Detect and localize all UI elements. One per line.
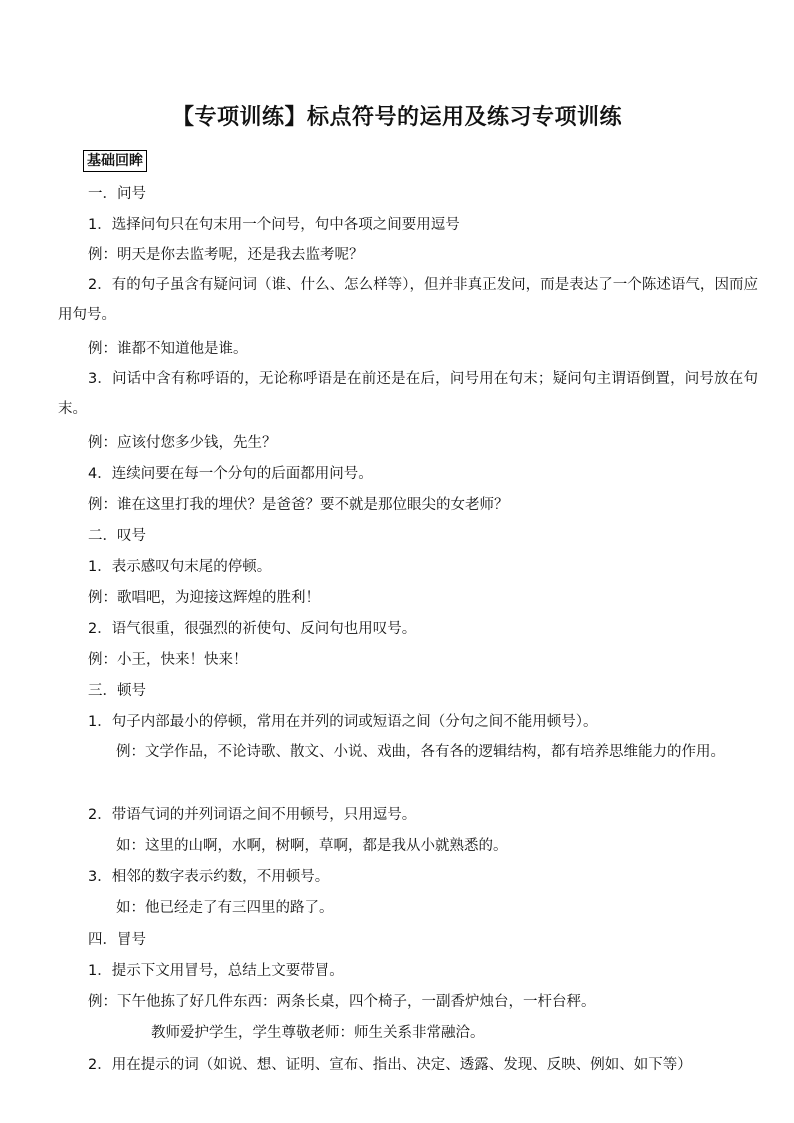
rule-question-1: 1．选择问句只在句末用一个问号，句中各项之间要用逗号 (88, 217, 460, 233)
example-question-4: 例：谁在这里打我的埋伏？是爸爸？要不就是那位眼尖的女老师？ (88, 497, 509, 513)
rule-question-3: 3．问话中含有称呼语的，无论称呼语是在前还是在后，问号用在句末；疑问句主谓语倒置，问号放在句末。 (58, 371, 758, 417)
heading-pause: 三．顿号 (88, 683, 146, 699)
rule-exclaim-1: 1．表示感叹句末尾的停顿。 (88, 559, 272, 575)
example-exclaim-1: 例：歌唱吧，为迎接这辉煌的胜利！ (88, 590, 320, 606)
heading-exclaim: 二．叹号 (88, 528, 146, 544)
example-pause-1: 例：文学作品，不论诗歌、散文、小说、戏曲，各有各的逻辑结构，都有培养思维能力的作用。 (116, 744, 725, 760)
rule-pause-1: 1．句子内部最小的停顿，常用在并列的词或短语之间（分句之间不能用顿号）。 (88, 714, 598, 730)
example-question-1: 例：明天是你去监考呢，还是我去监考呢？ (88, 247, 364, 263)
example-question-2: 例：谁都不知道他是谁。 (88, 341, 248, 357)
example-colon-1: 例：下午他拣了好几件东西：两条长桌，四个椅子，一副香炉烛台，一杆台秤。 (88, 994, 596, 1010)
rule-colon-2: 2．用在提示的词（如说、想、证明、宣布、指出、决定、透露、发现、反映、例如、如下等） (88, 1057, 692, 1073)
rule-colon-1: 1．提示下文用冒号，总结上文要带冒。 (88, 963, 344, 979)
example-question-3: 例：应该付您多少钱，先生？ (88, 435, 277, 451)
rule-question-2: 2．有的句子虽含有疑问词（谁、什么、怎么样等），但并非真正发问，而是表达了一个陈述语气，因而应用句号。 (58, 277, 758, 323)
example-pause-3: 如：他已经走了有三四里的路了。 (116, 900, 334, 916)
example-exclaim-2: 例：小王，快来！快来！ (88, 652, 248, 668)
rule-question-4: 4．连续问要在每一个分句的后面都用问号。 (88, 466, 373, 482)
heading-colon: 四．冒号 (88, 932, 146, 948)
rule-exclaim-2: 2．语气很重，很强烈的祈使句、反问句也用叹号。 (88, 621, 417, 637)
example-pause-2: 如：这里的山啊，水啊，树啊，草啊，都是我从小就熟悉的。 (116, 838, 508, 854)
example-colon-1b: 教师爱护学生，学生尊敬老师：师生关系非常融洽。 (151, 1025, 485, 1041)
rule-pause-3: 3．相邻的数字表示约数，不用顿号。 (88, 869, 330, 885)
page-title: 【专项训练】标点符号的运用及练习专项训练 (171, 105, 622, 130)
rule-pause-2: 2．带语气词的并列词语之间不用顿号，只用逗号。 (88, 807, 417, 823)
section-badge: 基础回眸 (83, 150, 147, 172)
heading-question: 一．问号 (88, 186, 146, 202)
